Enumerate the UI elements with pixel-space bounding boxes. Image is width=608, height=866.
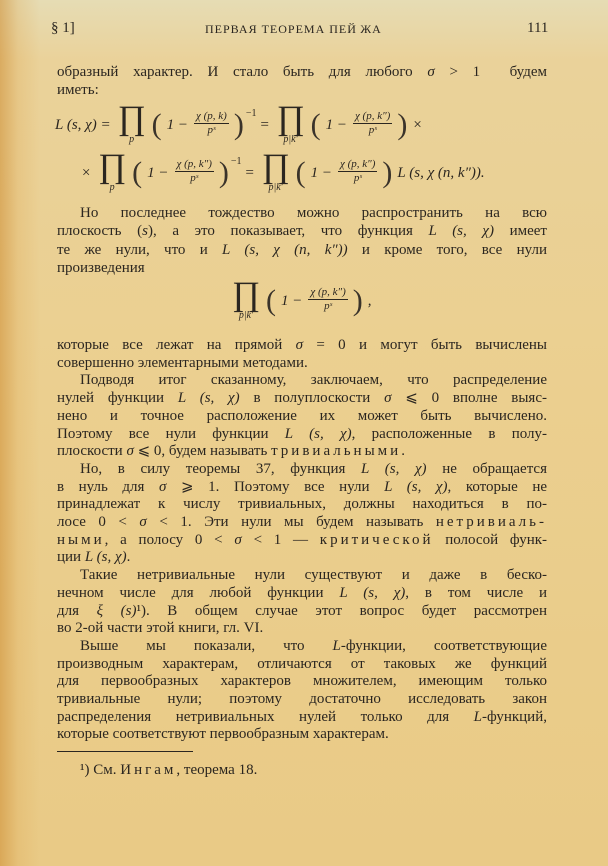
math-term: L (s, χ (n, k″)).	[397, 164, 485, 181]
text-line	[57, 619, 547, 637]
text-run: не обращается	[426, 460, 547, 477]
text-run: < 1. Эти нули мы будем называть	[146, 514, 436, 530]
text-run: , в том числе и	[405, 584, 548, 601]
math-expression: σ	[234, 531, 242, 548]
parenthesis: )	[397, 108, 408, 141]
emphasized-term: тривиальными	[271, 443, 402, 460]
text-run: ции	[57, 549, 85, 566]
math-term: 1 −	[147, 164, 169, 181]
text-line	[80, 371, 547, 389]
text-line	[57, 241, 547, 259]
page-number: 111	[527, 20, 549, 36]
text-line	[57, 548, 547, 566]
text-run: совершенно элементарными методами.	[57, 354, 308, 371]
parenthesis: (	[151, 108, 162, 141]
formula-finite-product	[228, 276, 375, 322]
running-title: ПЕРВАЯ ТЕОРЕМА ПЕЙ ЖА	[205, 22, 382, 36]
text-run: Но последнее тождество можно распространить на всю	[80, 205, 547, 221]
text-line	[57, 495, 547, 513]
math-term: =	[259, 116, 270, 133]
text-run: ⩾ 1. Поэтому все нули	[166, 478, 385, 495]
text-run: ¹). В общем случае этот вопрос будет рассмотрен	[136, 602, 547, 619]
text-run: полосой функ-	[433, 531, 548, 548]
text-run: -функций,	[482, 708, 547, 725]
text-run: образный характер. И стало быть для любого	[57, 64, 428, 80]
text-line	[57, 259, 547, 277]
exponent: −1	[245, 107, 257, 119]
parenthesis: (	[266, 284, 276, 317]
text-line	[57, 442, 547, 460]
text-line	[57, 708, 547, 726]
text-line	[57, 531, 547, 549]
text-run: имеет	[493, 223, 547, 240]
parenthesis: )	[218, 156, 229, 189]
text-run: .	[401, 443, 405, 460]
text-run: .	[126, 549, 131, 566]
text-run: в полуплоскости	[239, 390, 385, 407]
product-index: p	[109, 182, 115, 193]
product-operator	[276, 100, 305, 146]
product-symbol-icon: ∏	[232, 276, 260, 313]
text-run: -функции, соответствующие	[340, 637, 547, 654]
numerator: χ (p, k″)	[354, 109, 391, 122]
product-symbol-icon: ∏	[98, 148, 127, 185]
text-line	[80, 460, 547, 478]
text-line	[57, 584, 547, 602]
text-line	[57, 478, 547, 496]
fraction	[194, 110, 229, 137]
text-run: произведения	[57, 259, 145, 276]
text-run: во 2-ой части этой книги, гл. VI.	[57, 620, 264, 637]
text-run: в нуль для	[57, 478, 160, 495]
text-run: > 1 будем	[434, 64, 547, 80]
math-expression: L (s, χ (n, k″))	[222, 241, 348, 258]
text-run: < 1 —	[241, 531, 320, 548]
math-expression: L (s, χ)	[284, 425, 352, 442]
text-run: для	[57, 602, 97, 619]
product-symbol-icon: ∏	[117, 100, 146, 137]
math-expression: L (s, χ)	[177, 390, 240, 407]
text-run: нулей функции	[57, 390, 178, 407]
parenthesis: )	[382, 156, 393, 189]
math-term: L (s, χ) =	[55, 116, 111, 133]
emphasized-term: ными	[57, 531, 105, 548]
text-run: Выше мы показали, что	[80, 637, 333, 654]
footnote	[80, 761, 547, 779]
footnote-divider	[57, 751, 193, 752]
math-expression: σ	[295, 337, 303, 353]
math-term: ,	[367, 292, 372, 309]
section-marker: § 1]	[51, 20, 75, 36]
text-run: Но, в силу теоремы 37, функция	[80, 460, 362, 477]
math-term: =	[244, 164, 255, 181]
text-run: те же нули, что и	[57, 241, 223, 258]
numerator: χ (p, k″)	[310, 285, 346, 298]
text-run: , расположенные в полу-	[351, 425, 548, 442]
product-symbol-icon: ∏	[261, 148, 290, 185]
product-operator	[98, 148, 127, 194]
text-line	[57, 336, 547, 354]
text-run: , а полосу 0 <	[104, 531, 235, 548]
text-run: которые соответствуют первообразным характерам.	[57, 726, 389, 743]
text-line	[80, 566, 547, 584]
text-run: плоскости	[57, 443, 127, 460]
parenthesis: (	[310, 108, 321, 141]
text-run: ¹) См.	[80, 762, 121, 778]
denominator: pˢ	[353, 171, 362, 184]
text-run: нечном числе для любой функции	[57, 584, 340, 601]
numerator: χ (p, k″)	[340, 157, 376, 170]
text-run: иметь:	[57, 82, 99, 98]
text-line	[57, 222, 547, 240]
math-term: ×	[412, 116, 423, 133]
parenthesis: (	[295, 156, 306, 189]
denominator: pˢ	[324, 299, 332, 312]
product-operator	[261, 148, 290, 194]
text-line	[57, 655, 547, 673]
math-expression: L	[332, 637, 341, 654]
emphasized-term: Ингам	[120, 762, 177, 778]
text-run: Подводя итог сказанному, заключаем, что распределение	[80, 372, 547, 389]
text-run: производным характерам, отличаются от таковых же функций	[57, 655, 547, 672]
text-run: , теорема 18.	[176, 762, 258, 778]
math-expression: s	[142, 223, 148, 240]
text-run: распределения нетривиальных нулей только для	[57, 708, 474, 725]
parenthesis: )	[352, 284, 363, 317]
math-expression: L (s, χ)	[384, 478, 448, 495]
denominator: pˢ	[207, 123, 216, 136]
text-run: ⩽ 0 вполне выяс-	[391, 390, 547, 407]
math-expression: σ	[139, 514, 147, 530]
math-expression: L (s, χ)	[84, 549, 127, 566]
text-run: ⩽ 0, будем называть	[133, 443, 272, 460]
text-run: ), а это показывает, что функция	[147, 223, 429, 240]
text-line	[57, 513, 547, 531]
formula-euler-product-continued	[78, 148, 488, 194]
text-line	[57, 672, 547, 690]
text-line	[57, 407, 547, 425]
denominator: pˢ	[190, 171, 199, 184]
product-index: p|k′	[283, 134, 298, 145]
math-expression: L (s, χ)	[361, 460, 427, 477]
math-term: 1 −	[281, 292, 303, 309]
text-line	[57, 81, 547, 99]
text-run: принадлежат к числу тривиальных, должны находиться в по-	[57, 496, 547, 513]
text-run: для первообразных характеров множителем, имеющим только	[57, 673, 547, 690]
numerator: χ (p, k)	[196, 109, 227, 122]
text-run: и кроме того, все нули	[347, 241, 547, 258]
fraction	[308, 286, 347, 313]
text-line	[57, 425, 547, 443]
numerator: χ (p, k″)	[176, 157, 212, 170]
math-expression: σ	[159, 478, 167, 495]
denominator: pˢ	[368, 123, 377, 136]
text-run: Поэтому все нули функции	[57, 425, 285, 442]
product-index: p	[129, 134, 135, 145]
exponent: −1	[230, 155, 242, 167]
text-line	[80, 637, 547, 655]
parenthesis: (	[132, 156, 143, 189]
emphasized-term: нетривиаль-	[435, 514, 547, 530]
math-expression: ξ (s)	[96, 602, 137, 619]
text-line	[57, 690, 547, 708]
math-term: ×	[81, 164, 92, 181]
text-line	[57, 354, 547, 372]
product-index: p|k′	[268, 182, 283, 193]
text-run: = 0 и могут быть вычислены	[303, 337, 547, 353]
text-run: , которые не	[447, 478, 548, 495]
text-line	[57, 602, 547, 620]
product-index: p|k′	[238, 310, 254, 321]
math-term: 1 −	[166, 116, 188, 133]
product-operator	[117, 100, 146, 146]
math-term: 1 −	[325, 116, 347, 133]
math-expression: σ	[384, 390, 392, 407]
text-line	[57, 63, 547, 81]
fraction	[353, 110, 392, 137]
text-line	[57, 725, 547, 743]
math-expression: σ	[126, 443, 134, 460]
math-expression: L (s, χ)	[339, 584, 406, 601]
text-run: тривиальные нули; поэтому достаточно исследовать закон	[57, 691, 547, 707]
math-term: 1 −	[310, 164, 333, 181]
text-line	[80, 204, 547, 222]
math-expression: L	[473, 708, 482, 725]
text-run: лосе 0 <	[57, 514, 140, 530]
product-symbol-icon: ∏	[276, 100, 305, 137]
parenthesis: )	[233, 108, 244, 141]
math-expression: σ	[427, 64, 435, 80]
math-expression: L (s, χ)	[428, 223, 494, 240]
text-run: нено и точное расположение их может быть вычислено.	[57, 407, 547, 424]
formula-euler-product	[52, 100, 425, 146]
text-run: Такие нетривиальные нули существуют и даже в беско-	[80, 567, 547, 584]
emphasized-term: критической	[319, 531, 434, 548]
fraction	[338, 158, 377, 185]
fraction	[175, 158, 214, 185]
text-line	[57, 389, 547, 407]
product-operator	[232, 276, 260, 322]
text-run: которые все лежат на прямой	[57, 337, 296, 353]
text-run: плоскость (	[57, 223, 143, 240]
